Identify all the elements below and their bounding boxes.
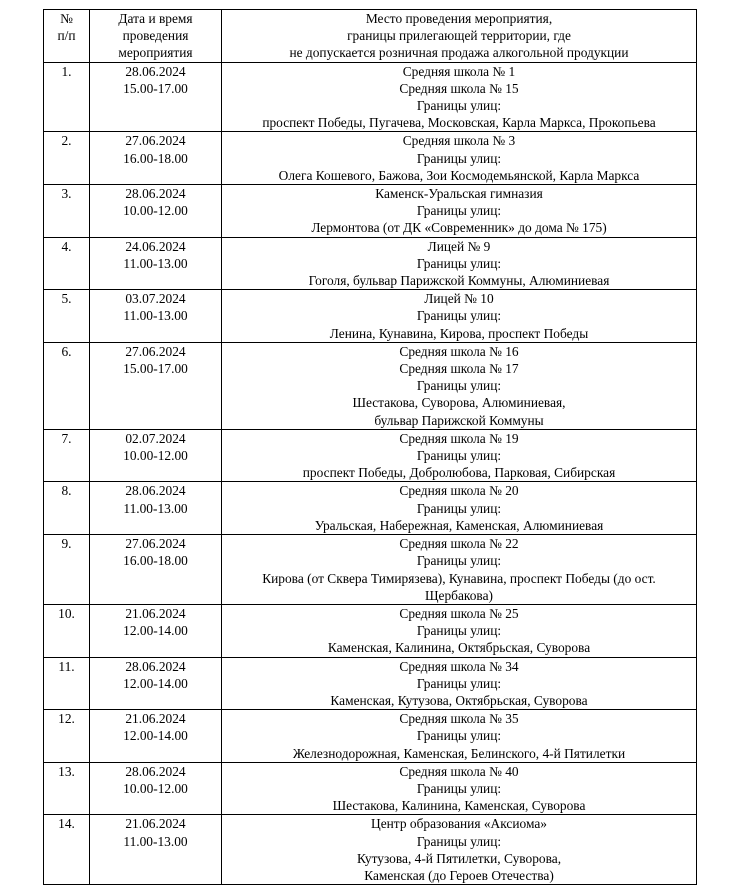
table-row xyxy=(44,535,697,605)
row-number: 3. xyxy=(44,185,90,238)
place-line: Границы улиц: xyxy=(416,728,502,744)
table-row xyxy=(44,342,697,429)
table-row xyxy=(44,710,697,763)
place-line: Границы улиц: xyxy=(416,500,502,516)
row-date-time xyxy=(90,185,222,238)
event-time: 12.00-14.00 xyxy=(123,728,188,744)
place-line: Каменск-Уральская гимназия xyxy=(375,186,543,202)
header-line: Дата и время xyxy=(118,11,193,26)
row-date-time xyxy=(90,132,222,185)
row-place xyxy=(222,657,697,710)
event-date: 28.06.2024 xyxy=(125,763,186,779)
event-time: 16.00-18.00 xyxy=(123,553,188,569)
event-time: 12.00-14.00 xyxy=(123,675,188,691)
row-place xyxy=(222,815,697,885)
place-line: Средняя школа № 40 xyxy=(399,763,519,779)
event-date: 21.06.2024 xyxy=(125,816,186,832)
place-line: Средняя школа № 25 xyxy=(399,605,519,621)
place-line: Границы улиц: xyxy=(416,98,502,114)
event-date: 03.07.2024 xyxy=(125,291,186,307)
place-line: Средняя школа № 34 xyxy=(399,658,519,674)
row-number: 7. xyxy=(44,429,90,482)
table-row xyxy=(44,185,697,238)
row-place xyxy=(222,429,697,482)
events-table xyxy=(43,9,697,885)
place-line: Кутузова, 4-й Пятилетки, Суворова, xyxy=(356,850,562,866)
place-line: Средняя школа № 15 xyxy=(399,80,519,96)
row-place xyxy=(222,482,697,535)
event-date: 27.06.2024 xyxy=(125,133,186,149)
row-number: 1. xyxy=(44,62,90,132)
header-line: границы прилегающей территории, где xyxy=(347,28,571,44)
event-time: 11.00-13.00 xyxy=(123,308,188,324)
place-line: Границы улиц: xyxy=(416,255,502,271)
event-time: 12.00-14.00 xyxy=(123,623,188,639)
event-date: 21.06.2024 xyxy=(125,711,186,727)
event-time: 10.00-12.00 xyxy=(123,448,188,464)
row-date-time xyxy=(90,237,222,290)
header-date-time xyxy=(90,10,222,63)
header-number xyxy=(44,10,90,63)
table-row xyxy=(44,290,697,343)
header-line: проведения xyxy=(122,28,189,44)
row-number: 5. xyxy=(44,290,90,343)
place-line: Средняя школа № 19 xyxy=(399,430,519,446)
place-line: Гоголя, бульвар Парижской Коммуны, Алюминиевая xyxy=(308,273,610,289)
row-date-time xyxy=(90,604,222,657)
row-number: 4. xyxy=(44,237,90,290)
place-line: Шестакова, Суворова, Алюминиевая, xyxy=(352,395,566,411)
table-row xyxy=(44,237,697,290)
event-date: 02.07.2024 xyxy=(125,430,186,446)
place-line: Границы улиц: xyxy=(416,308,502,324)
place-line: Средняя школа № 16 xyxy=(399,343,519,359)
place-line: Границы улиц: xyxy=(416,150,502,166)
header-line: № xyxy=(60,11,73,26)
place-line: Средняя школа № 22 xyxy=(399,536,519,552)
event-date: 24.06.2024 xyxy=(125,238,186,254)
row-number: 2. xyxy=(44,132,90,185)
place-line: Средняя школа № 17 xyxy=(399,361,519,377)
row-place xyxy=(222,290,697,343)
row-place xyxy=(222,185,697,238)
event-time: 11.00-13.00 xyxy=(123,500,188,516)
event-date: 28.06.2024 xyxy=(125,63,186,79)
place-line: Шестакова, Калинина, Каменская, Суворова xyxy=(332,798,586,814)
row-date-time xyxy=(90,290,222,343)
place-line: Средняя школа № 3 xyxy=(402,133,516,149)
place-line: Центр образования «Аксиома» xyxy=(371,816,547,832)
row-date-time xyxy=(90,535,222,605)
row-date-time xyxy=(90,762,222,815)
row-number: 13. xyxy=(44,762,90,815)
row-date-time xyxy=(90,429,222,482)
place-line: Границы улиц: xyxy=(416,623,502,639)
table-header-row xyxy=(44,10,697,63)
row-date-time xyxy=(90,62,222,132)
table-row xyxy=(44,762,697,815)
event-time: 16.00-18.00 xyxy=(123,150,188,166)
event-date: 21.06.2024 xyxy=(125,605,186,621)
header-line: п/п xyxy=(57,28,76,44)
place-line: Уральская, Набережная, Каменская, Алюминиевая xyxy=(314,517,604,533)
place-line: Каменская, Кутузова, Октябрьская, Суворова xyxy=(330,692,588,708)
row-number: 12. xyxy=(44,710,90,763)
table-body xyxy=(44,62,697,885)
table-row xyxy=(44,657,697,710)
row-place xyxy=(222,710,697,763)
row-date-time xyxy=(90,342,222,429)
place-line: проспект Победы, Пугачева, Московская, Карла Маркса, Прокопьева xyxy=(262,115,656,131)
row-number: 10. xyxy=(44,604,90,657)
place-line: Кирова (от Сквера Тимирязева), Кунавина, проспект Победы (до ост. xyxy=(262,570,656,586)
event-date: 28.06.2024 xyxy=(125,186,186,202)
place-line: Границы улиц: xyxy=(416,780,502,796)
header-place xyxy=(222,10,697,63)
event-time: 15.00-17.00 xyxy=(123,80,188,96)
table-row xyxy=(44,482,697,535)
place-line: Лицей № 10 xyxy=(424,291,494,307)
event-time: 11.00-13.00 xyxy=(123,255,188,271)
row-place xyxy=(222,62,697,132)
place-line: Каменская, Калинина, Октябрьская, Суворова xyxy=(327,640,591,656)
place-line: Средняя школа № 35 xyxy=(399,711,519,727)
place-line: Ленина, Кунавина, Кирова, проспект Победы xyxy=(329,325,589,341)
place-line: Границы улиц: xyxy=(416,553,502,569)
table-row xyxy=(44,62,697,132)
place-line: Каменская (до Героев Отечества) xyxy=(364,867,554,883)
event-date: 27.06.2024 xyxy=(125,536,186,552)
table-row xyxy=(44,815,697,885)
row-number: 14. xyxy=(44,815,90,885)
event-time: 15.00-17.00 xyxy=(123,361,188,377)
row-number: 9. xyxy=(44,535,90,605)
place-line: Щербакова) xyxy=(425,587,493,603)
row-number: 11. xyxy=(44,657,90,710)
header-line: Место проведения мероприятия, xyxy=(365,11,553,26)
row-number: 6. xyxy=(44,342,90,429)
place-line: Границы улиц: xyxy=(416,378,502,394)
place-line: Лермонтова (от ДК «Современник» до дома № 175) xyxy=(311,220,607,236)
event-date: 28.06.2024 xyxy=(125,658,186,674)
place-line: Лицей № 9 xyxy=(427,238,491,254)
place-line: Средняя школа № 20 xyxy=(399,483,519,499)
place-line: Границы улиц: xyxy=(416,833,502,849)
place-line: Границы улиц: xyxy=(416,675,502,691)
row-number: 8. xyxy=(44,482,90,535)
table-row xyxy=(44,429,697,482)
row-date-time xyxy=(90,482,222,535)
place-line: Олега Кошевого, Бажова, Зои Космодемьянской, Карла Маркса xyxy=(278,167,640,183)
row-place xyxy=(222,237,697,290)
header-line: не допускается розничная продажа алкогольной продукции xyxy=(289,45,629,61)
place-line: проспект Победы, Добролюбова, Парковая, Сибирская xyxy=(302,465,616,481)
event-time: 10.00-12.00 xyxy=(123,203,188,219)
event-time: 11.00-13.00 xyxy=(123,833,188,849)
row-place xyxy=(222,762,697,815)
row-place xyxy=(222,535,697,605)
row-place xyxy=(222,604,697,657)
place-line: Железнодорожная, Каменская, Белинского, 4-й Пятилетки xyxy=(292,745,626,761)
row-date-time xyxy=(90,657,222,710)
row-date-time xyxy=(90,710,222,763)
place-line: бульвар Парижской Коммуны xyxy=(374,412,544,428)
place-line: Границы улиц: xyxy=(416,203,502,219)
event-date: 28.06.2024 xyxy=(125,483,186,499)
header-line: мероприятия xyxy=(118,45,193,61)
row-place xyxy=(222,342,697,429)
table-row xyxy=(44,132,697,185)
row-place xyxy=(222,132,697,185)
event-date: 27.06.2024 xyxy=(125,343,186,359)
table-row xyxy=(44,604,697,657)
row-date-time xyxy=(90,815,222,885)
event-time: 10.00-12.00 xyxy=(123,780,188,796)
place-line: Средняя школа № 1 xyxy=(402,63,516,79)
place-line: Границы улиц: xyxy=(416,448,502,464)
